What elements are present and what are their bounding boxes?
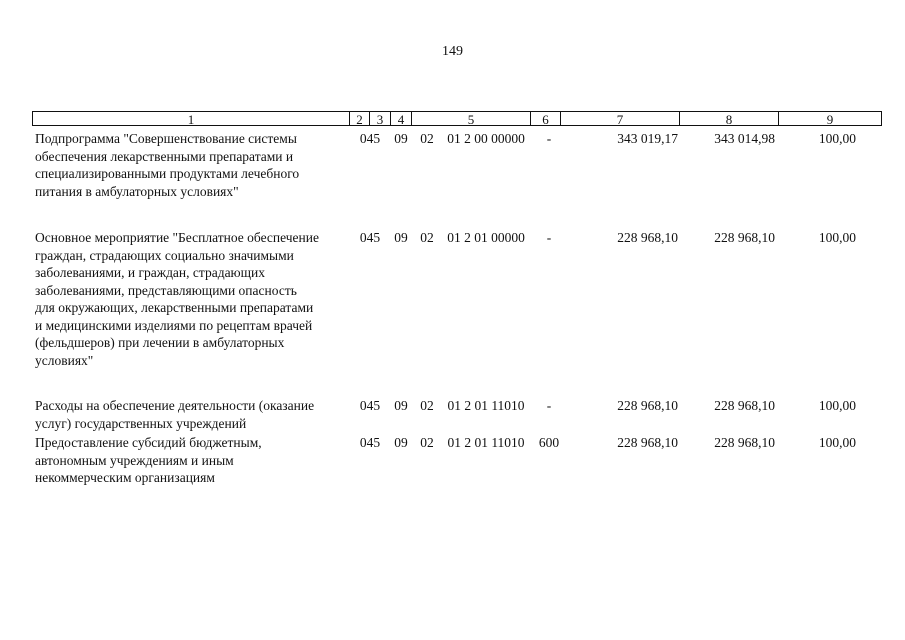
row-col-6: - <box>546 230 552 245</box>
row-col-7: 228 968,10 <box>617 398 678 413</box>
header-col-8: 8 <box>679 111 779 126</box>
row-col-4: 02 <box>420 398 434 413</box>
row-col-8: 228 968,10 <box>714 398 775 413</box>
row-col-5: 01 2 00 00000 <box>447 131 525 146</box>
row-col-2: 045 <box>359 435 381 450</box>
row-name: Основное мероприятие "Бесплатное обеспечение граждан, страдающих социально значимыми заболеваниями, и граждан, страдающих заболеваниями, представляющими опасность для окружающих, лекарственными препаратами и медицинскими изделиями по рецептам врачей (фельдшеров) при лечении в амбулаторных условиях" <box>35 230 319 368</box>
header-col-1: 1 <box>32 111 350 126</box>
row-col-9: 100,00 <box>818 398 856 413</box>
header-col-3: 3 <box>369 111 391 126</box>
row-col-5: 01 2 01 11010 <box>447 435 525 450</box>
row-col-7: 343 019,17 <box>617 131 678 146</box>
header-col-5: 5 <box>411 111 531 126</box>
header-col-9: 9 <box>778 111 882 126</box>
row-name: Предоставление субсидий бюджетным, автономным учреждениям и иным некоммерческим организациям <box>35 435 262 485</box>
row-name: Расходы на обеспечение деятельности (оказание услуг) государственных учреждений <box>35 398 315 431</box>
row-col-3: 09 <box>394 435 408 450</box>
row-col-4: 02 <box>420 435 434 450</box>
row-col-6: - <box>546 398 552 413</box>
row-col-9: 100,00 <box>818 131 856 146</box>
row-col-6: 600 <box>538 435 560 450</box>
page-number: 149 <box>442 44 463 59</box>
row-col-4: 02 <box>420 131 434 146</box>
row-col-6: - <box>546 131 552 146</box>
row-col-7: 228 968,10 <box>617 435 678 450</box>
header-col-6: 6 <box>530 111 561 126</box>
row-col-3: 09 <box>394 131 408 146</box>
row-col-8: 343 014,98 <box>714 131 775 146</box>
row-col-5: 01 2 01 11010 <box>447 398 525 413</box>
row-name: Подпрограмма "Совершенствование системы обеспечения лекарственными препаратами и специализированными продуктами лечебного питания в амбулаторных условиях" <box>35 131 300 199</box>
header-col-4: 4 <box>390 111 412 126</box>
row-col-8: 228 968,10 <box>714 230 775 245</box>
row-col-9: 100,00 <box>818 435 856 450</box>
row-col-7: 228 968,10 <box>617 230 678 245</box>
header-col-2: 2 <box>349 111 370 126</box>
row-col-4: 02 <box>420 230 434 245</box>
row-col-8: 228 968,10 <box>714 435 775 450</box>
row-col-5: 01 2 01 00000 <box>447 230 525 245</box>
row-col-3: 09 <box>394 230 408 245</box>
row-col-2: 045 <box>359 398 381 413</box>
row-col-3: 09 <box>394 398 408 413</box>
row-col-9: 100,00 <box>818 230 856 245</box>
row-col-2: 045 <box>359 230 381 245</box>
header-col-7: 7 <box>560 111 680 126</box>
row-col-2: 045 <box>359 131 381 146</box>
